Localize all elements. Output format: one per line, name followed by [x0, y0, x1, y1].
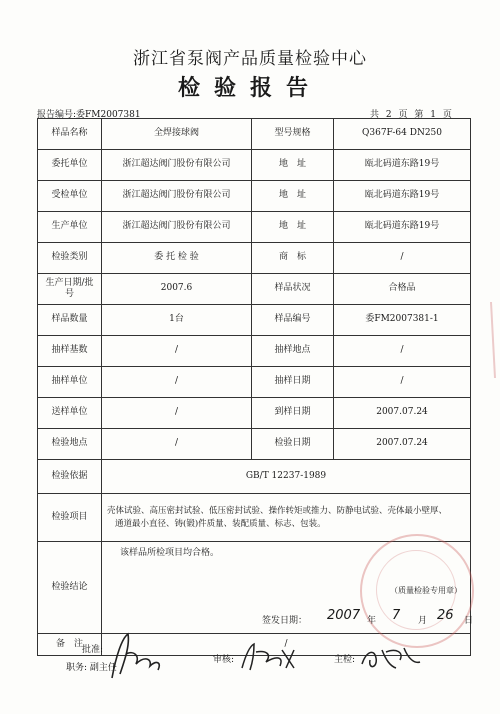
report-number-value: 委FM2007381 — [76, 110, 141, 120]
field-value: / — [334, 243, 471, 274]
seal-note: （质量检验专用章） — [390, 586, 462, 595]
table-row — [38, 212, 471, 243]
page-info-current-suffix: 页 — [442, 110, 452, 120]
field-value: 1台 — [102, 305, 252, 336]
organization-name: 浙江省泵阀产品质量检验中心 — [133, 49, 367, 69]
field-value: 2007.6 — [102, 274, 252, 305]
field-label: 样品名称 — [38, 119, 102, 150]
issue-date-month: 7 — [392, 608, 401, 623]
field-value: 全焊接球阀 — [102, 119, 252, 150]
table-row — [38, 150, 471, 181]
items-line-2: 通道最小直径、铸(锻)件质量、装配质量、标志、包装。 — [115, 518, 326, 529]
field-value: 瓯北码道东路19号 — [334, 181, 471, 212]
inspector-signature — [356, 638, 426, 678]
field-label: 地 址 — [252, 150, 334, 181]
page-info-total-suffix: 页 — [398, 110, 408, 120]
binding-margin-mark — [488, 300, 498, 380]
field-label: 样品状况 — [252, 274, 334, 305]
basis-value: GB/T 12237-1989 — [102, 460, 471, 494]
field-label: 抽样地点 — [252, 336, 334, 367]
table-row — [38, 119, 471, 150]
field-value: / — [102, 398, 252, 429]
approver-signature — [100, 626, 180, 686]
field-value: Q367F-64 DN250 — [334, 119, 471, 150]
field-label: 生产单位 — [38, 212, 102, 243]
table-row — [38, 336, 471, 367]
signature-footer — [0, 640, 500, 700]
field-value: / — [102, 336, 252, 367]
review-label: 审核: — [213, 655, 235, 665]
page-info-total: 2 — [385, 110, 392, 120]
table-row — [38, 305, 471, 336]
field-label: 生产日期/批 号 — [38, 274, 102, 305]
items-line-1: 壳体试验、高压密封试验、低压密封试验、操作转矩或推力、防静电试验、壳体最小壁厚、 — [107, 505, 448, 516]
post-label: 职务: — [66, 663, 88, 673]
issue-date-day-unit: 日 — [464, 616, 474, 626]
field-label: 样品编号 — [252, 305, 334, 336]
conclusion-row — [38, 542, 471, 634]
report-table — [37, 118, 474, 656]
table-row — [38, 429, 471, 460]
issue-date-year: 2007 — [327, 608, 361, 623]
field-label: 地 址 — [252, 181, 334, 212]
field-value: 瓯北码道东路19号 — [334, 150, 471, 181]
field-label: 受检单位 — [38, 181, 102, 212]
field-label: 送样单位 — [38, 398, 102, 429]
field-value: 委 托 检 验 — [102, 243, 252, 274]
reviewer-signature — [236, 638, 306, 678]
field-value: / — [334, 367, 471, 398]
table-row — [38, 274, 471, 305]
field-label: 委托单位 — [38, 150, 102, 181]
field-label: 样品数量 — [38, 305, 102, 336]
page-info-current: 1 — [430, 110, 437, 120]
issue-date-month-unit: 月 — [418, 616, 428, 626]
report-number-label: 报告编号: — [37, 110, 77, 120]
field-label: 抽样基数 — [38, 336, 102, 367]
field-value: 2007.07.24 — [334, 398, 471, 429]
post-value: 副主任 — [89, 663, 117, 673]
issue-date-day: 26 — [437, 608, 454, 623]
field-label: 抽样日期 — [252, 367, 334, 398]
field-label: 检验日期 — [252, 429, 334, 460]
basis-label: 检验依据 — [38, 460, 102, 494]
page-info-total-prefix: 共 — [370, 110, 380, 120]
field-label: 检验地点 — [38, 429, 102, 460]
field-value: / — [102, 429, 252, 460]
conclusion-label: 检验结论 — [38, 542, 102, 634]
field-value: 合格品 — [334, 274, 471, 305]
field-label: 到样日期 — [252, 398, 334, 429]
field-label: 型号规格 — [252, 119, 334, 150]
note-value: / — [102, 634, 471, 656]
field-value: 2007.07.24 — [334, 429, 471, 460]
report-title: 检验报告 — [177, 75, 322, 101]
page-info-current-prefix: 第 — [414, 110, 424, 120]
field-label: 商 标 — [252, 243, 334, 274]
field-label: 检验类别 — [38, 243, 102, 274]
field-label: 地 址 — [252, 212, 334, 243]
approve-label: 批准: — [82, 645, 104, 655]
items-label: 检验项目 — [38, 494, 102, 542]
field-value: 瓯北码道东路19号 — [334, 212, 471, 243]
table-row — [38, 367, 471, 398]
table-row — [38, 398, 471, 429]
basis-row — [38, 460, 471, 494]
field-value: 浙江超达阀门股份有限公司 — [102, 150, 252, 181]
table-row — [38, 181, 471, 212]
note-label: 备 注 — [38, 634, 102, 656]
issue-date-year-unit: 年 — [367, 616, 377, 626]
field-value: / — [102, 367, 252, 398]
table-row — [38, 243, 471, 274]
field-value: 委FM2007381-1 — [334, 305, 471, 336]
main-inspector-label: 主检: — [334, 655, 356, 665]
field-value: / — [334, 336, 471, 367]
field-value: 浙江超达阀门股份有限公司 — [102, 181, 252, 212]
conclusion-text: 该样品所检项目均合格。 — [120, 548, 220, 558]
issue-date-label: 签发日期： — [262, 616, 308, 626]
conclusion-cell — [102, 542, 474, 634]
field-label: 抽样单位 — [38, 367, 102, 398]
field-value: 浙江超达阀门股份有限公司 — [102, 212, 252, 243]
